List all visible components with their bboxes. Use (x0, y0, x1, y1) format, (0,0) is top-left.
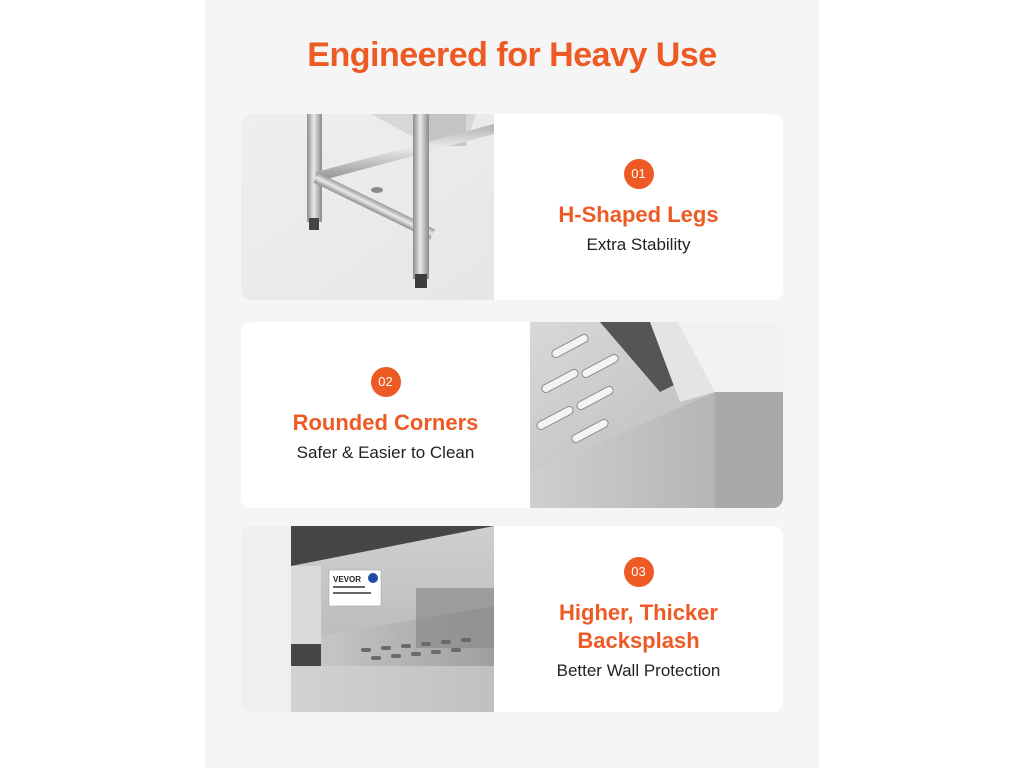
feature-title: H-Shaped Legs (558, 202, 719, 227)
feature-card-legs (241, 114, 783, 300)
svg-text:VEVOR: VEVOR (333, 575, 362, 584)
vevor-label (329, 570, 381, 606)
feature-number-badge: 01 (624, 159, 654, 189)
feature-subtitle: Safer & Easier to Clean (296, 443, 475, 462)
backsplash-photo (241, 526, 494, 712)
feature-title: Rounded Corners (292, 410, 479, 435)
page-heading: Engineered for Heavy Use (307, 36, 717, 74)
feature-text-2 (241, 322, 530, 508)
feature-text-1 (494, 114, 783, 300)
feature-title: Higher, Thicker (559, 600, 718, 625)
sink-legs-photo (241, 114, 494, 300)
feature-text-3 (494, 526, 783, 712)
rounded-corner-photo (530, 322, 783, 508)
feature-subtitle: Extra Stability (586, 235, 691, 254)
content-panel (205, 0, 819, 768)
feature-card-backsplash (241, 526, 783, 712)
feature-number-badge: 02 (371, 367, 401, 397)
feature-title-line2: Backsplash (577, 628, 700, 653)
feature-card-corners (241, 322, 783, 508)
feature-subtitle: Better Wall Protection (556, 661, 721, 680)
feature-number-badge: 03 (624, 557, 654, 587)
